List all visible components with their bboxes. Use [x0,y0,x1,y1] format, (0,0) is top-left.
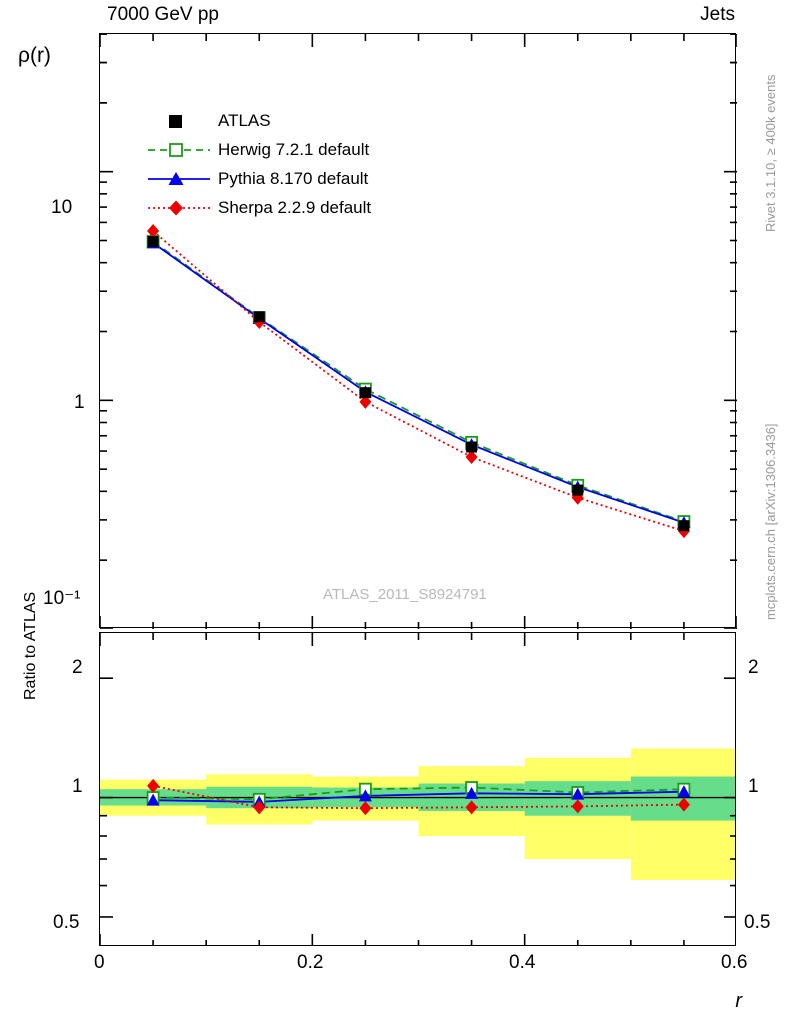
ratio-plot-panel [99,632,736,946]
y-tick-label-ratio-right-1: 1 [748,776,759,797]
y-axis-title-main: ρ(r) [18,44,51,67]
legend-item-3 [148,193,371,222]
legend-marker-pythia [148,169,210,189]
legend-item-1 [148,135,371,164]
y-tick-label-ratio-left-2: 2 [72,657,83,678]
y-tick-label-ratio-right-2: 2 [748,657,759,678]
legend-label-sherpa: Sherpa 2.2.9 default [218,197,372,217]
y-tick-label-main-0-1: 10⁻¹ [43,588,81,609]
legend-marker-herwig [148,140,210,160]
legend-label-pythia: Pythia 8.170 default [218,168,369,188]
legend-item-2 [148,164,371,193]
y-tick-label-ratio-left-0-5: 0.5 [53,912,80,933]
x-tick-label-0: 0 [94,952,105,973]
legend-marker-atlas [148,111,210,131]
x-tick-label-0-2: 0.2 [297,952,324,973]
y-tick-label-main-10: 10 [51,197,73,218]
process-label: Jets [700,4,735,25]
y-tick-label-main-1: 1 [74,392,85,413]
legend-label-herwig: Herwig 7.2.1 default [218,139,370,159]
x-axis-title: r [735,990,742,1012]
x-tick-label-0-4: 0.4 [509,952,536,973]
y-tick-label-ratio-left-1: 1 [72,776,83,797]
legend-item-0 [148,106,371,135]
x-tick-label-0-6: 0.6 [721,952,748,973]
legend-marker-sherpa [148,198,210,218]
beam-energy-label: 7000 GeV pp [107,4,219,25]
rivet-version-caption: Rivet 3.1.10, ≥ 400k events [763,74,778,232]
y-axis-title-ratio: Ratio to ATLAS [22,591,39,700]
legend [148,106,371,222]
ratio-plot-canvas [100,633,736,946]
arxiv-reference-caption: mcplots.cern.ch [arXiv:1306.3436] [763,423,778,620]
analysis-watermark: ATLAS_2011_S8924791 [323,586,487,603]
y-tick-label-ratio-right-0-5: 0.5 [744,912,771,933]
legend-label-atlas: ATLAS [218,110,271,130]
